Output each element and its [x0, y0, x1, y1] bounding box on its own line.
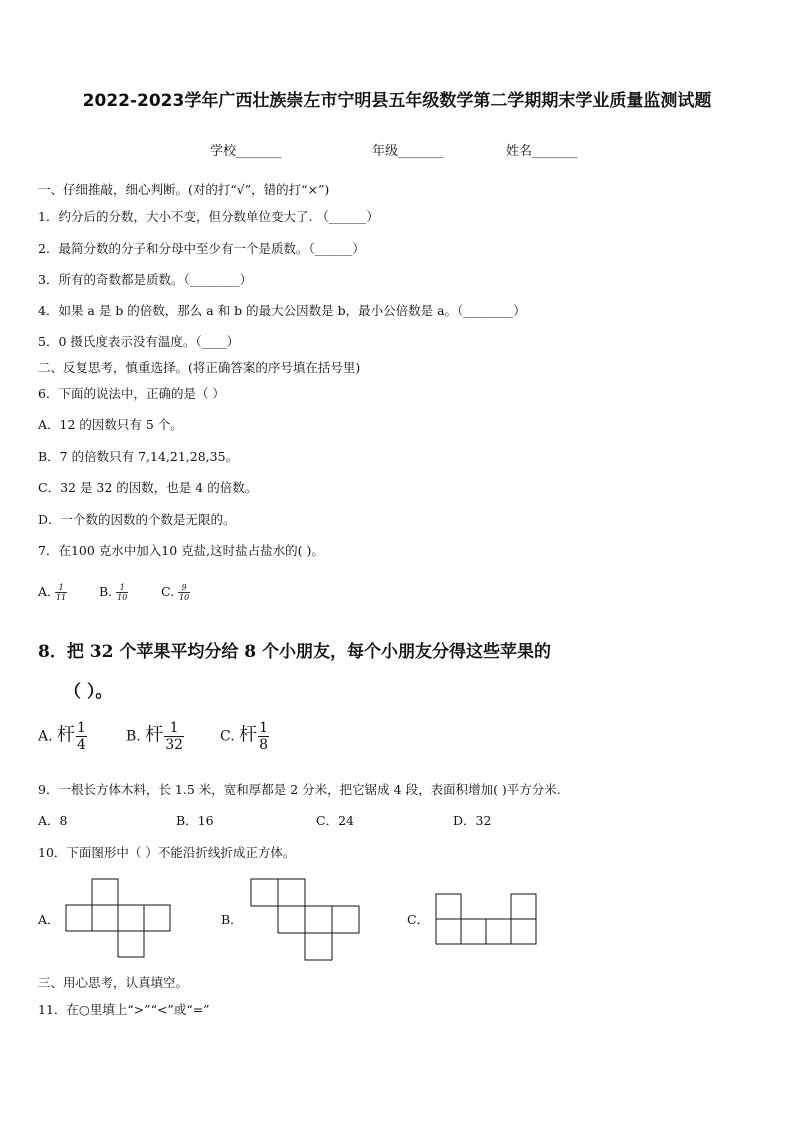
- grade-field: 年级_______: [372, 144, 444, 159]
- q7-option-a: [38, 583, 67, 602]
- q8-option-b: B. 杆 $\frac{1}{32}$: [126, 720, 184, 753]
- net-a-square: [118, 905, 144, 931]
- net-c-square: [436, 894, 461, 919]
- page-title: 2022-2023学年广西壮族崇左市宁明县五年级数学第二学期期末学业质量监测试题: [82, 91, 712, 111]
- net-c-square: [436, 919, 461, 944]
- net-b-square: [278, 906, 305, 933]
- question-8-line1: 8．把 32 个苹果平均分给 8 个小朋友，每个小朋友分得这些苹果的: [38, 642, 551, 662]
- question-2: 2．最简分数的分子和分母中至少有一个是质数。（______）: [38, 241, 365, 256]
- q7-option-b: [99, 583, 128, 602]
- q9-option-c: C．24: [316, 813, 354, 828]
- q7-option-c-label: C.: [161, 584, 175, 599]
- q10-option-c-label: C．: [407, 912, 430, 927]
- net-a-square: [144, 905, 170, 931]
- net-b-square: [251, 879, 278, 906]
- q9-option-b: B．16: [176, 813, 214, 828]
- q8-option-c: C. 杆 $\frac{1}{8}$: [220, 720, 269, 753]
- net-b-square: [278, 879, 305, 906]
- q6-option-a: A．12 的因数只有 5 个。: [38, 417, 183, 432]
- question-6: 6．下面的说法中，正确的是（ ）: [38, 386, 225, 401]
- q7-option-c-fraction: $\frac{9}{10}$: [179, 583, 190, 602]
- net-b-square: [305, 933, 332, 960]
- question-7: 7．在100 克水中加入10 克盐,这时盐占盐水的( )。: [38, 543, 324, 558]
- net-a-square: [66, 905, 92, 931]
- question-5: 5．0 摄氏度表示没有温度。（____）: [38, 334, 240, 349]
- q6-option-b: B．7 的倍数只有 7,14,21,28,35。: [38, 449, 239, 464]
- net-a-square: [92, 905, 118, 931]
- section3-heading: 三、用心思考，认真填空。: [38, 975, 189, 990]
- q7-option-a-fraction: $\frac{1}{11}$: [56, 583, 67, 602]
- name-field: 姓名_______: [506, 144, 578, 159]
- section1-heading: 一、仔细推敲，细心判断。(对的打“√”，错的打“×”): [38, 182, 330, 197]
- q8-option-a-word: 杆: [57, 724, 76, 746]
- q8-option-b-fraction: $\frac{1}{32}$: [165, 720, 184, 753]
- school-field: 学校_______: [210, 144, 282, 159]
- q10-net-b: [249, 878, 361, 963]
- q6-option-d: D．一个数的因数的个数是无限的。: [38, 512, 236, 527]
- question-8-line2: （ ）。: [64, 682, 113, 702]
- net-c-square: [511, 894, 536, 919]
- q8-option-c-fraction: $\frac{1}{8}$: [259, 720, 269, 753]
- q8-option-b-word: 杆: [145, 724, 164, 746]
- q6-option-c: C．32 是 32 的因数，也是 4 的倍数。: [38, 480, 258, 495]
- net-c-square: [511, 919, 536, 944]
- q10-option-b-label: B．: [221, 912, 243, 927]
- net-c-square: [461, 919, 486, 944]
- net-c-square: [486, 919, 511, 944]
- question-1: 1．约分后的分数，大小不变，但分数单位变大了. （______）: [38, 209, 379, 224]
- q7-option-c: [161, 583, 190, 602]
- q7-option-b-fraction: $\frac{1}{10}$: [117, 583, 128, 602]
- net-a-square: [118, 931, 144, 957]
- section2-heading: 二、反复思考，慎重选择。(将正确答案的序号填在括号里): [38, 360, 361, 375]
- q8-option-a-fraction: $\frac{1}{4}$: [77, 720, 86, 753]
- q10-option-a-label: A．: [38, 912, 60, 927]
- q10-net-a: [64, 878, 174, 960]
- net-b-square: [332, 906, 359, 933]
- question-4: 4．如果 a 是 b 的倍数，那么 a 和 b 的最大公因数是 b，最小公倍数是 a。（________）: [38, 303, 526, 318]
- q10-net-c: [434, 892, 538, 946]
- q9-option-d: D．32: [453, 813, 492, 828]
- net-a-square: [92, 879, 118, 905]
- question-3: 3．所有的奇数都是质数。（________）: [38, 272, 253, 287]
- question-9: 9．一根长方体木料，长 1.5 米，宽和厚都是 2 分米，把它锯成 4 段，表面积增加( )平方分米.: [38, 782, 561, 797]
- q7-option-b-label: B.: [99, 584, 113, 599]
- q7-option-a-label: A.: [38, 584, 52, 599]
- question-10: 10．下面图形中（ ）不能沿折线折成正方体。: [38, 845, 296, 860]
- q8-option-c-word: 杆: [239, 724, 258, 746]
- net-b-square: [305, 906, 332, 933]
- question-11: 11．在○里填上“>”“<”或“=”: [38, 1002, 210, 1017]
- q9-option-a: A．8: [38, 813, 68, 828]
- q8-option-a: A. 杆 $\frac{1}{4}$: [38, 720, 86, 753]
